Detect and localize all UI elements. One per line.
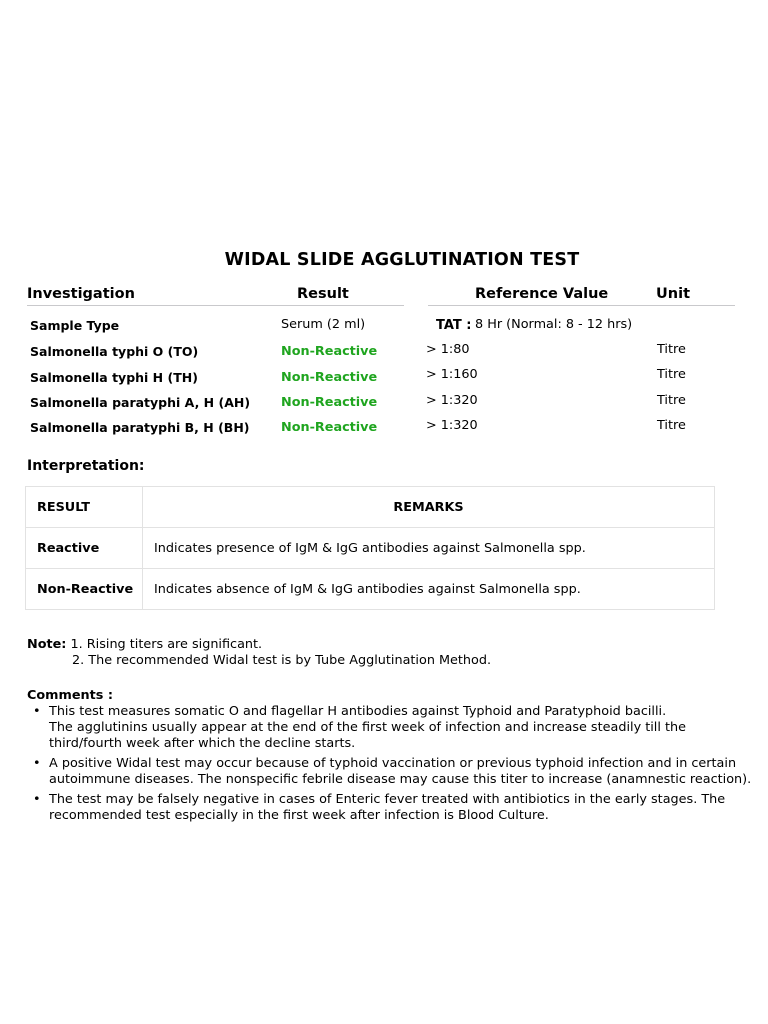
investigation-name: Salmonella paratyphi A, H (AH) (30, 395, 251, 410)
note-line-2: 2. The recommended Widal test is by Tube Agglutination Method. (72, 653, 492, 668)
table-header-row (26, 487, 715, 528)
comment-line: third/fourth week after which the decline starts. (49, 736, 356, 751)
column-header-investigation: Investigation (27, 286, 135, 302)
column-header-reference: Reference Value (475, 286, 609, 302)
interpretation-result: Non-Reactive (26, 569, 143, 610)
header-rule-left (27, 305, 404, 306)
list-item (27, 756, 762, 788)
reference-value: > 1:80 (426, 342, 470, 357)
comment-line: The agglutinins usually appear at the end of the first week of infection and increase steadily till the (49, 720, 686, 735)
sample-type-label: Sample Type (30, 318, 120, 333)
note-line-1: 1. Rising titers are significant. (70, 637, 263, 652)
comment-line: recommended test especially in the first week after infection is Blood Culture. (49, 808, 549, 823)
interpretation-result: Reactive (26, 528, 143, 569)
interpretation-remarks: Indicates absence of IgM & IgG antibodies against Salmonella spp. (143, 569, 715, 610)
reference-value: > 1:160 (426, 367, 478, 382)
comment-line: autoimmune diseases. The nonspecific febrile disease may cause this titer to increase (anamnestic reaction). (49, 772, 752, 787)
result-value: Non-Reactive (281, 344, 378, 359)
interpretation-heading: Interpretation: (27, 458, 145, 474)
comments-heading: Comments : (27, 688, 113, 703)
reference-value: > 1:320 (426, 418, 478, 433)
note-block (27, 637, 262, 652)
report-title: WIDAL SLIDE AGGLUTINATION TEST (224, 250, 580, 270)
unit-value: Titre (657, 393, 686, 408)
bullet-icon: • (33, 704, 41, 719)
unit-value: Titre (657, 342, 686, 357)
table-row (26, 528, 715, 569)
note-label: Note: (27, 637, 67, 652)
table-header-remarks: REMARKS (143, 487, 715, 528)
unit-value: Titre (657, 367, 686, 382)
investigation-name: Salmonella typhi O (TO) (30, 344, 199, 359)
header-rule-right (428, 305, 735, 306)
investigation-name: Salmonella typhi H (TH) (30, 370, 198, 385)
list-item (27, 704, 762, 752)
table-row (26, 569, 715, 610)
comments-list (27, 704, 762, 828)
investigation-name: Salmonella paratyphi B, H (BH) (30, 420, 250, 435)
column-header-unit: Unit (656, 286, 690, 302)
interpretation-table (25, 486, 715, 610)
result-value: Non-Reactive (281, 420, 378, 435)
column-header-result: Result (297, 286, 349, 302)
bullet-icon: • (33, 792, 41, 807)
comment-line: This test measures somatic O and flagellar H antibodies against Typhoid and Paratyphoid bacilli. (49, 704, 667, 719)
comment-line: The test may be falsely negative in cases of Enteric fever treated with antibiotics in the early stages. The (49, 792, 726, 807)
bullet-icon: • (33, 756, 41, 771)
list-item (27, 792, 762, 824)
unit-value: Titre (657, 418, 686, 433)
result-value: Non-Reactive (281, 370, 378, 385)
interpretation-remarks: Indicates presence of IgM & IgG antibodies against Salmonella spp. (143, 528, 715, 569)
table-header-result: RESULT (26, 487, 143, 528)
reference-value: > 1:320 (426, 393, 478, 408)
sample-type-value: Serum (2 ml) (281, 317, 366, 332)
tat-value: 8 Hr (Normal: 8 - 12 hrs) (475, 317, 633, 332)
tat-label: TAT : (436, 318, 472, 333)
result-value: Non-Reactive (281, 395, 378, 410)
comment-line: A positive Widal test may occur because of typhoid vaccination or previous typhoid infection and in certain (49, 756, 737, 771)
